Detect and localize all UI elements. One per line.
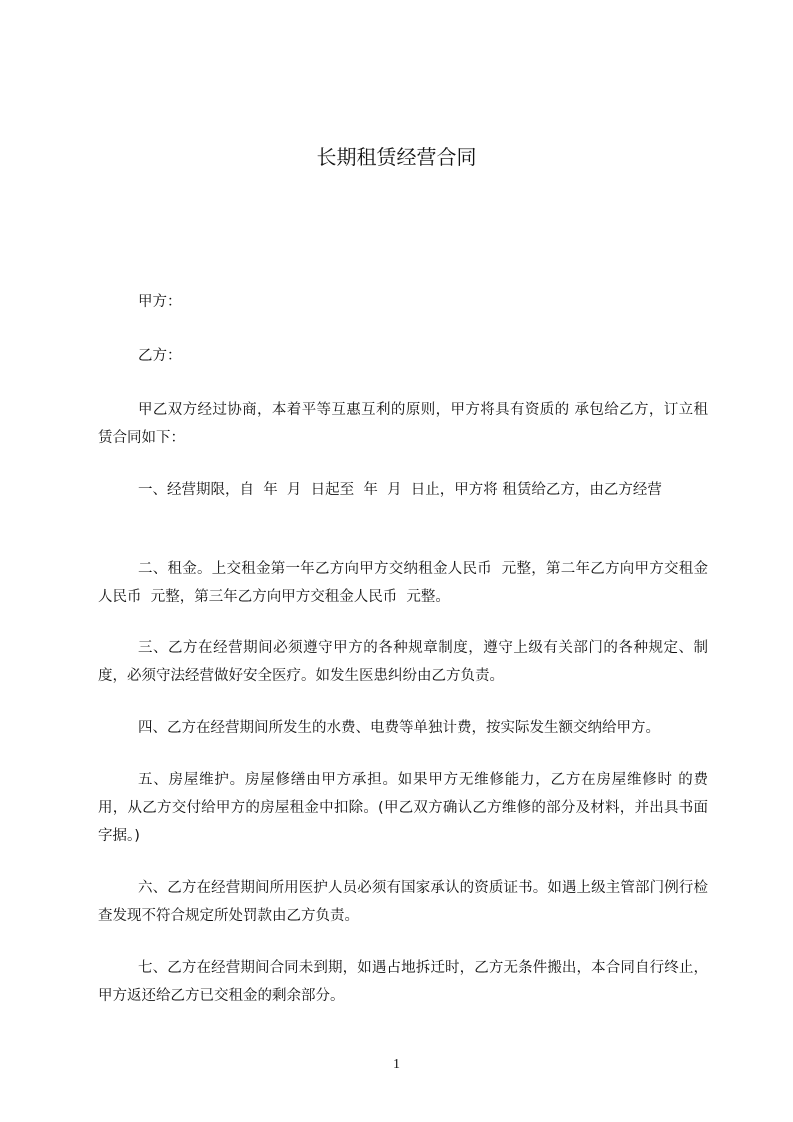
clause-6: 六、乙方在经营期间所用医护人员必须有国家承认的资质证书。如遇上级主管部门例行检查发现不符合规定所处罚款由乙方负责。 <box>98 880 708 924</box>
clause-1: 一、经营期限，自 年 月 日起至 年 月 日止，甲方将 租赁给乙方，由乙方经营 <box>138 482 662 498</box>
page-number: 1 <box>393 1057 400 1072</box>
party-b-line: 乙方： <box>138 348 182 364</box>
clause-4: 四、乙方在经营期间所发生的水费、电费等单独计费，按实际发生额交纳给甲方。 <box>138 720 660 736</box>
clause-5: 五、房屋维护。房屋修缮由甲方承担。如果甲方无维修能力，乙方在房屋维修时 的费用，从乙方交付给甲方的房屋租金中扣除。(甲乙双方确认乙方维修的部分及材料，并出具书面字据。) <box>98 772 708 844</box>
clause-7: 七、乙方在经营期间合同未到期，如遇占地拆迁时，乙方无条件搬出，本合同自行终止，甲方返还给乙方已交租金的剩余部分。 <box>98 960 708 1004</box>
document-title: 长期租赁经营合同 <box>316 145 477 169</box>
party-a-line: 甲方： <box>138 294 182 310</box>
clause-2: 二、租金。上交租金第一年乙方向甲方交纳租金人民币 元整，第二年乙方向甲方交租金人民币 元整，第三年乙方向甲方交租金人民币 元整。 <box>98 561 708 605</box>
intro-paragraph: 甲乙双方经过协商，本着平等互惠互利的原则，甲方将具有资质的 承包给乙方，订立租赁合同如下： <box>98 402 708 446</box>
clause-3: 三、乙方在经营期间必须遵守甲方的各种规章制度，遵守上级有关部门的各种规定、制度，必须守法经营做好安全医疗。如发生医患纠纷由乙方负责。 <box>98 640 708 684</box>
